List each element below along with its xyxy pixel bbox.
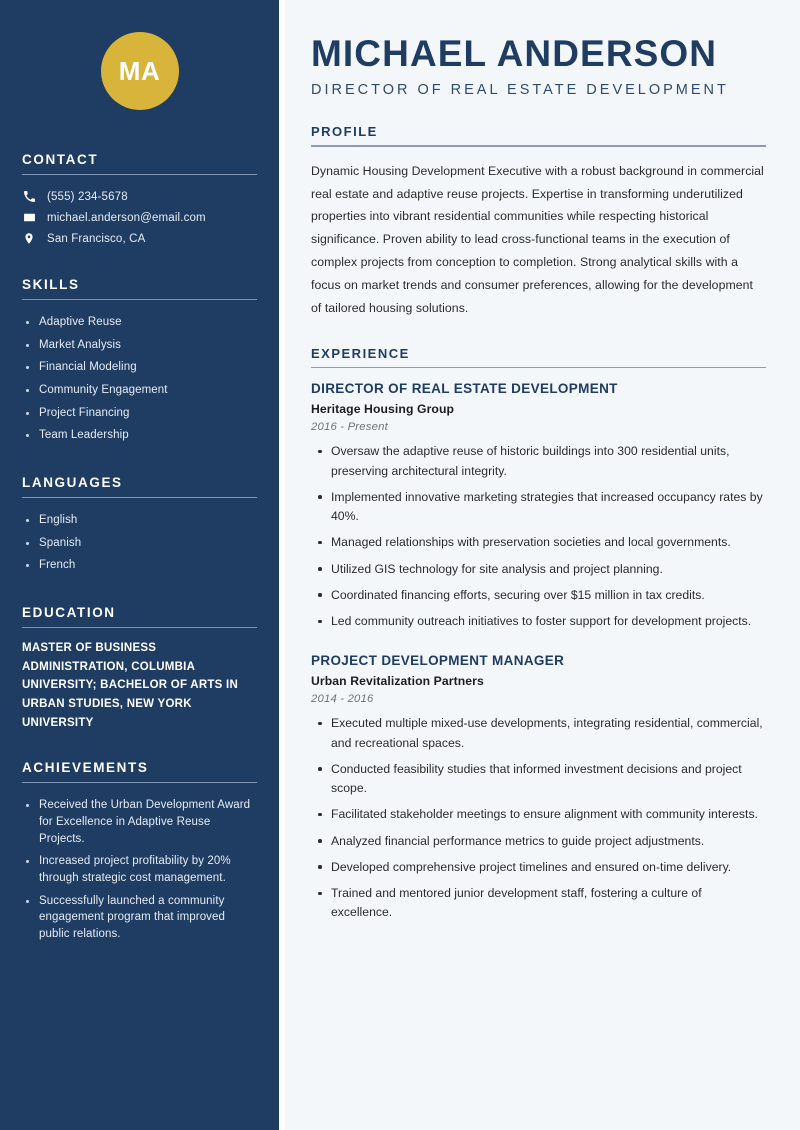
avatar-initials: MA (101, 32, 179, 110)
main-content (279, 0, 800, 1130)
divider (22, 782, 257, 783)
contact-item-email[interactable] (22, 207, 257, 228)
languages-list (22, 509, 257, 577)
list-item: Facilitated stakeholder meetings to ensure alignment with community interests. (311, 805, 766, 824)
sidebar-section-languages (22, 475, 257, 577)
contact-value-phone: (555) 234-5678 (47, 190, 128, 203)
list-item: Developed comprehensive project timelines and ensured on-time delivery. (311, 858, 766, 877)
divider (22, 627, 257, 628)
list-item: Executed multiple mixed-use developments, integrating residential, commercial, and recreational spaces. (311, 714, 766, 753)
divider (22, 299, 257, 300)
list-item: Successfully launched a community engagement program that improved public relations. (22, 890, 257, 946)
list-item: Financial Modeling (22, 356, 257, 379)
main-heading-experience: EXPERIENCE (311, 345, 410, 361)
list-item: French (22, 554, 257, 577)
experience-entry (311, 653, 766, 922)
list-item: Received the Urban Development Award for Excellence in Adaptive Reuse Projects. (22, 794, 257, 850)
main-heading-profile: PROFILE (311, 124, 378, 140)
sidebar-heading-skills: SKILLS (22, 277, 80, 292)
list-item: Market Analysis (22, 334, 257, 357)
skills-list (22, 311, 257, 447)
list-item: Analyzed financial performance metrics to guide project adjustments. (311, 832, 766, 851)
list-item: English (22, 509, 257, 532)
experience-dates: 2016 - Present (311, 421, 388, 434)
experience-role: DIRECTOR OF REAL ESTATE DEVELOPMENT (311, 381, 618, 397)
sidebar-heading-languages: LANGUAGES (22, 475, 123, 491)
sidebar-heading-contact: CONTACT (22, 152, 99, 167)
list-item: Conducted feasibility studies that informed investment decisions and project scope. (311, 760, 766, 799)
contact-value-location: San Francisco, CA (47, 232, 146, 245)
experience-company: Heritage Housing Group (311, 402, 455, 417)
contact-value-email: michael.anderson@email.com (47, 211, 206, 224)
sidebar-heading-achievements: ACHIEVEMENTS (22, 760, 149, 776)
main-section-profile (311, 124, 766, 320)
list-item: Increased project profitability by 20% through strategic cost management. (22, 850, 257, 889)
contact-item-location[interactable] (22, 228, 257, 249)
list-item: Project Financing (22, 402, 257, 425)
divider (22, 497, 257, 498)
avatar-container (22, 0, 257, 120)
sidebar-section-achievements (22, 760, 257, 945)
sidebar-heading-education: EDUCATION (22, 605, 116, 621)
map-pin-icon (22, 232, 36, 246)
experience-entry (311, 381, 766, 631)
list-item: Trained and mentored junior development staff, fostering a culture of excellence. (311, 884, 766, 923)
sidebar-section-skills (22, 277, 257, 447)
list-item: Coordinated financing efforts, securing over $15 million in tax credits. (311, 586, 766, 605)
page-title: MICHAEL ANDERSON (311, 33, 718, 74)
profile-text: Dynamic Housing Development Executive with a robust background in commercial real estate and adaptive reuse projects. Expertise in transforming underutilized properties into vibrant residential communities while respecting historical significance. Proven ability to lead cross-functional teams in the execution of complex projects from conception to completion. Strong analytical skills with a focus on market trends and consumer preferences, allowing for the development of tailored housing solutions. (311, 163, 764, 315)
experience-company: Urban Revitalization Partners (311, 674, 484, 689)
list-item: Team Leadership (22, 424, 257, 447)
header-job-title: DIRECTOR OF REAL ESTATE DEVELOPMENT (311, 82, 729, 99)
divider (311, 367, 766, 369)
experience-bullets (311, 714, 766, 922)
divider (22, 174, 257, 175)
list-item: Adaptive Reuse (22, 311, 257, 334)
main-section-experience (311, 346, 766, 923)
phone-icon (22, 190, 36, 204)
list-item: Led community outreach initiatives to foster support for development projects. (311, 612, 766, 631)
list-item: Utilized GIS technology for site analysis and project planning. (311, 560, 766, 579)
list-item: Spanish (22, 532, 257, 555)
divider (311, 145, 766, 147)
list-item: Implemented innovative marketing strategies that increased occupancy rates by 40%. (311, 488, 766, 527)
achievements-list (22, 794, 257, 945)
list-item: Community Engagement (22, 379, 257, 402)
sidebar-section-contact (22, 152, 257, 249)
sidebar-section-education (22, 605, 257, 732)
education-text: MASTER OF BUSINESS ADMINISTRATION, COLUMBIA UNIVERSITY; BACHELOR OF ARTS IN URBAN STUDIES, NEW YORK UNIVERSITY (22, 642, 239, 729)
envelope-icon (22, 211, 36, 225)
experience-role: PROJECT DEVELOPMENT MANAGER (311, 653, 565, 669)
list-item: Managed relationships with preservation societies and local governments. (311, 533, 766, 552)
list-item: Oversaw the adaptive reuse of historic buildings into 300 residential units, preserving architectural integrity. (311, 442, 766, 481)
experience-dates: 2014 - 2016 (311, 693, 374, 706)
experience-bullets (311, 442, 766, 631)
contact-item-phone[interactable] (22, 186, 257, 207)
sidebar (0, 0, 279, 1130)
